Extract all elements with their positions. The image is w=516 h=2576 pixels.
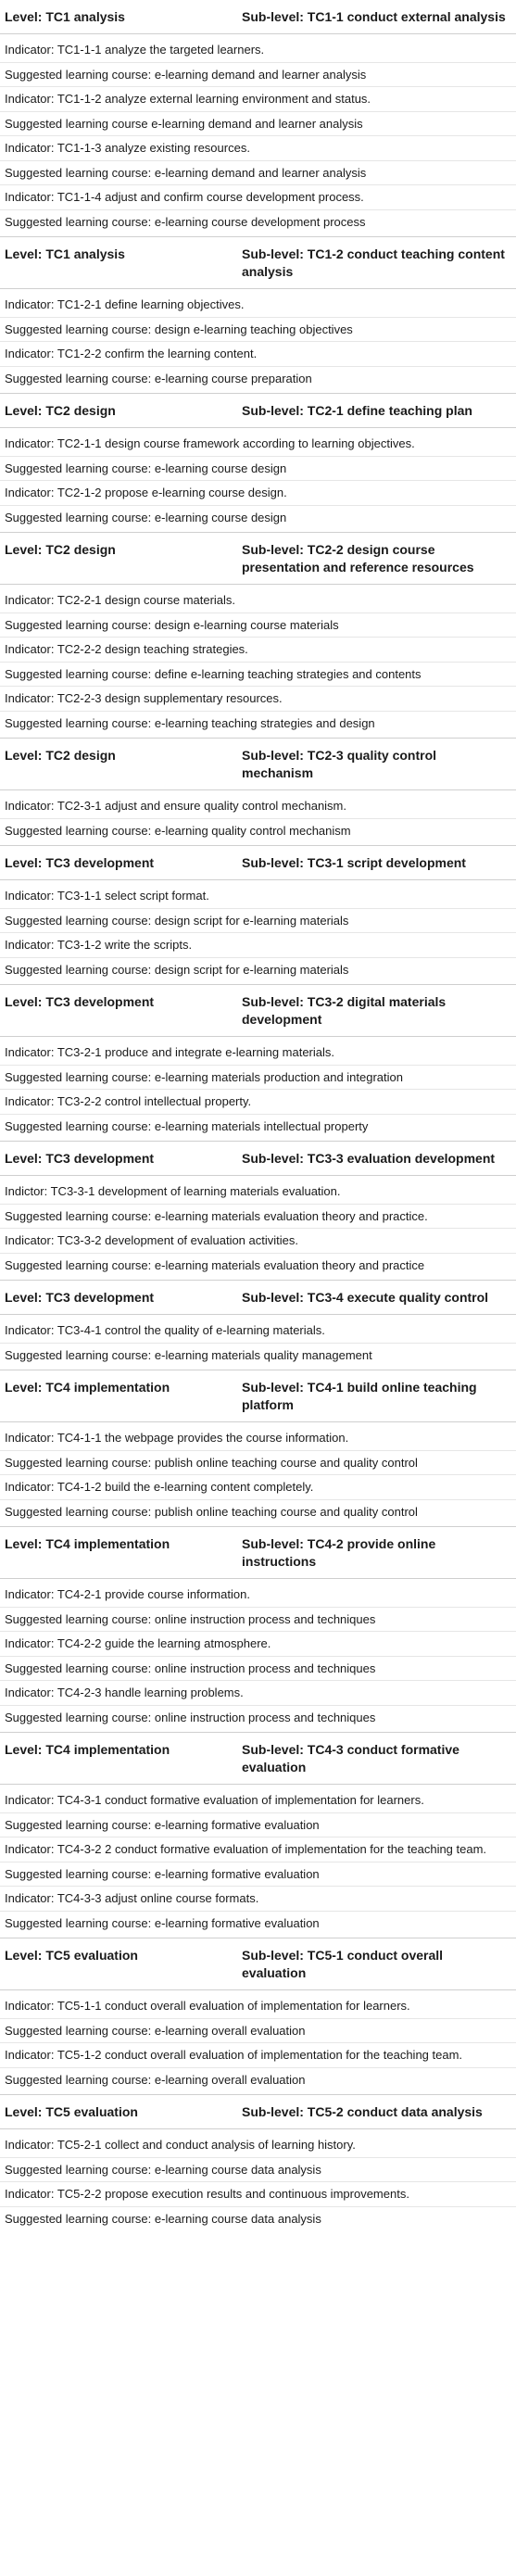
block-header bbox=[0, 237, 516, 289]
block-rows bbox=[0, 1785, 516, 1938]
level-label: Level: TC2 design bbox=[5, 542, 116, 557]
block-rows bbox=[0, 1579, 516, 1732]
level-label: Level: TC2 design bbox=[5, 403, 116, 418]
level-label: Level: TC3 development bbox=[5, 994, 155, 1009]
table-row: Indicator: TC1-1-4 adjust and confirm course development process. bbox=[0, 185, 516, 210]
sublevel-label: Sub-level: TC3-4 execute quality control bbox=[242, 1290, 489, 1305]
block-header bbox=[0, 1281, 516, 1315]
block-header bbox=[0, 1733, 516, 1785]
table-block bbox=[0, 984, 516, 1141]
level-label: Level: TC5 evaluation bbox=[5, 2104, 138, 2119]
sublevel-label: Sub-level: TC1-1 conduct external analysis bbox=[242, 9, 506, 24]
table-row: Indicator: TC4-3-1 conduct formative evaluation of implementation for learners. bbox=[0, 1788, 516, 1813]
block-rows bbox=[0, 1037, 516, 1141]
block-rows bbox=[0, 1422, 516, 1526]
block-rows bbox=[0, 1990, 516, 2094]
level-label: Level: TC1 analysis bbox=[5, 9, 125, 24]
table-block bbox=[0, 1370, 516, 1526]
block-header bbox=[0, 1370, 516, 1422]
block-header bbox=[0, 1938, 516, 1990]
table-row: Indicator: TC4-2-3 handle learning problems. bbox=[0, 1681, 516, 1706]
table-block bbox=[0, 1938, 516, 2094]
sublevel-label: Sub-level: TC3-1 script development bbox=[242, 855, 466, 870]
table-row: Indictor: TC3-3-1 development of learning materials evaluation. bbox=[0, 1180, 516, 1205]
table-row: Indicator: TC2-2-2 design teaching strategies. bbox=[0, 638, 516, 663]
table-row: Suggested learning course: online instruction process and techniques bbox=[5, 1710, 376, 1724]
table-row: Indicator: TC4-2-2 guide the learning atmosphere. bbox=[0, 1632, 516, 1657]
table-row: Suggested learning course: design script for e-learning materials bbox=[0, 909, 516, 934]
table-row: Indicator: TC1-1-2 analyze external learning environment and status. bbox=[0, 87, 516, 112]
table-row: Suggested learning course: online instruction process and techniques bbox=[0, 1657, 516, 1682]
table-row: Suggested learning course: e-learning materials evaluation theory and practice. bbox=[0, 1205, 516, 1230]
sublevel-label: Sub-level: TC3-2 digital materials development bbox=[242, 994, 447, 1027]
table-row: Suggested learning course: e-learning course data analysis bbox=[5, 2211, 321, 2226]
block-rows bbox=[0, 289, 516, 393]
block-header bbox=[0, 1527, 516, 1579]
level-label: Level: TC5 evaluation bbox=[5, 1948, 138, 1963]
block-header bbox=[0, 846, 516, 880]
table-row: Indicator: TC2-2-3 design supplementary resources. bbox=[0, 687, 516, 712]
level-label: Level: TC2 design bbox=[5, 748, 116, 763]
level-label: Level: TC4 implementation bbox=[5, 1742, 170, 1757]
table-row: Indicator: TC2-3-1 adjust and ensure quality control mechanism. bbox=[0, 794, 516, 819]
block-header bbox=[0, 2095, 516, 2129]
table-row: Indicator: TC1-2-2 confirm the learning content. bbox=[0, 342, 516, 367]
table-row: Suggested learning course: e-learning demand and learner analysis bbox=[0, 161, 516, 186]
sublevel-label: Sub-level: TC4-3 conduct formative evaluation bbox=[242, 1742, 459, 1774]
level-label: Level: TC1 analysis bbox=[5, 246, 125, 261]
table-row: Suggested learning course: e-learning course design bbox=[0, 457, 516, 482]
table-row: Suggested learning course: design e-learning course materials bbox=[0, 613, 516, 638]
sublevel-label: Sub-level: TC4-2 provide online instructions bbox=[242, 1536, 436, 1569]
table-row: Indicator: TC3-3-2 development of evaluation activities. bbox=[0, 1229, 516, 1254]
table-row: Suggested learning course: e-learning course development process bbox=[5, 214, 366, 229]
table-block bbox=[0, 738, 516, 845]
level-label: Level: TC4 implementation bbox=[5, 1536, 170, 1551]
table-row: Indicator: TC3-1-1 select script format. bbox=[0, 884, 516, 909]
table-row: Suggested learning course: e-learning materials production and integration bbox=[0, 1066, 516, 1091]
table-row: Suggested learning course: publish online teaching course and quality control bbox=[0, 1451, 516, 1476]
sublevel-label: Sub-level: TC1-2 conduct teaching content analysis bbox=[242, 246, 505, 279]
table-row: Suggested learning course: publish online teaching course and quality control bbox=[5, 1504, 418, 1519]
block-header bbox=[0, 1142, 516, 1176]
sublevel-label: Sub-level: TC3-3 evaluation development bbox=[242, 1151, 496, 1166]
block-header bbox=[0, 985, 516, 1037]
block-rows bbox=[0, 790, 516, 845]
sublevel-label: Sub-level: TC5-2 conduct data analysis bbox=[242, 2104, 483, 2119]
block-header bbox=[0, 394, 516, 428]
sublevel-label: Sub-level: TC5-1 conduct overall evaluation bbox=[242, 1948, 444, 1980]
table-row: Indicator: TC5-2-1 collect and conduct analysis of learning history. bbox=[0, 2133, 516, 2158]
table-row: Suggested learning course e-learning demand and learner analysis bbox=[0, 112, 516, 137]
sublevel-label: Sub-level: TC2-1 define teaching plan bbox=[242, 403, 472, 418]
block-header bbox=[0, 739, 516, 790]
table-block bbox=[0, 1141, 516, 1280]
table-row: Suggested learning course: design e-learning teaching objectives bbox=[0, 318, 516, 343]
table-row: Suggested learning course: e-learning materials evaluation theory and practice bbox=[5, 1257, 425, 1272]
table-block bbox=[0, 393, 516, 532]
table-row: Indicator: TC3-2-1 produce and integrate e-learning materials. bbox=[0, 1041, 516, 1066]
table-row: Suggested learning course: e-learning course preparation bbox=[5, 371, 312, 385]
table-row: Indicator: TC5-1-1 conduct overall evaluation of implementation for learners. bbox=[0, 1994, 516, 2019]
sublevel-label: Sub-level: TC4-1 build online teaching platform bbox=[242, 1380, 477, 1412]
table-row: Indicator: TC4-1-1 the webpage provides the course information. bbox=[0, 1426, 516, 1451]
table-block bbox=[0, 1526, 516, 1732]
table-row: Indicator: TC3-4-1 control the quality of e-learning materials. bbox=[0, 1319, 516, 1344]
level-label: Level: TC3 development bbox=[5, 1151, 155, 1166]
table-block bbox=[0, 1732, 516, 1938]
table-row: Suggested learning course: e-learning formative evaluation bbox=[0, 1813, 516, 1838]
table-row: Indicator: TC5-2-2 propose execution results and continuous improvements. bbox=[0, 2182, 516, 2207]
block-rows bbox=[0, 428, 516, 532]
table-row: Indicator: TC2-1-1 design course framework according to learning objectives. bbox=[0, 432, 516, 457]
table-row: Indicator: TC4-1-2 build the e-learning content completely. bbox=[0, 1475, 516, 1500]
table-block bbox=[0, 1280, 516, 1370]
table-row: Suggested learning course: e-learning formative evaluation bbox=[0, 1863, 516, 1888]
sublevel-label: Sub-level: TC2-3 quality control mechanism bbox=[242, 748, 437, 780]
sublevel-label: Sub-level: TC2-2 design course presentation and reference resources bbox=[242, 542, 474, 575]
table-row: Indicator: TC1-1-1 analyze the targeted learners. bbox=[0, 38, 516, 63]
table-block bbox=[0, 0, 516, 236]
table-row: Indicator: TC3-2-2 control intellectual property. bbox=[0, 1090, 516, 1115]
table-row: Suggested learning course: e-learning course design bbox=[5, 510, 287, 524]
table-row: Suggested learning course: e-learning demand and learner analysis bbox=[0, 63, 516, 88]
table-row: Indicator: TC2-2-1 design course materials. bbox=[0, 588, 516, 613]
table-row: Indicator: TC4-3-3 adjust online course formats. bbox=[0, 1887, 516, 1912]
table-row: Suggested learning course: e-learning course data analysis bbox=[0, 2158, 516, 2183]
table-row: Suggested learning course: e-learning formative evaluation bbox=[5, 1915, 320, 1930]
table-block bbox=[0, 2094, 516, 2233]
block-header bbox=[0, 0, 516, 34]
table-row: Suggested learning course: define e-learning teaching strategies and contents bbox=[0, 663, 516, 688]
table-block bbox=[0, 845, 516, 984]
table-row: Suggested learning course: e-learning materials intellectual property bbox=[5, 1118, 369, 1133]
table-row: Indicator: TC2-1-2 propose e-learning course design. bbox=[0, 481, 516, 506]
block-rows bbox=[0, 2129, 516, 2233]
table-row: Indicator: TC1-1-3 analyze existing resources. bbox=[0, 136, 516, 161]
table-block bbox=[0, 236, 516, 393]
table-row: Suggested learning course: design script for e-learning materials bbox=[5, 962, 349, 977]
block-rows bbox=[0, 880, 516, 984]
table-row: Suggested learning course: online instruction process and techniques bbox=[0, 1608, 516, 1633]
block-rows bbox=[0, 585, 516, 738]
table-row: Suggested learning course: e-learning materials quality management bbox=[5, 1347, 372, 1362]
level-label: Level: TC3 development bbox=[5, 855, 155, 870]
table-block bbox=[0, 532, 516, 738]
table-row: Suggested learning course: e-learning teaching strategies and design bbox=[5, 715, 375, 730]
table-row: Indicator: TC4-2-1 provide course information. bbox=[0, 1583, 516, 1608]
block-rows bbox=[0, 1176, 516, 1280]
block-rows bbox=[0, 34, 516, 236]
level-label: Level: TC3 development bbox=[5, 1290, 155, 1305]
block-rows bbox=[0, 1315, 516, 1370]
table-row: Indicator: TC4-3-2 2 conduct formative evaluation of implementation for the teaching team. bbox=[0, 1837, 516, 1863]
block-header bbox=[0, 533, 516, 585]
table-row: Indicator: TC3-1-2 write the scripts. bbox=[0, 933, 516, 958]
table-row: Suggested learning course: e-learning overall evaluation bbox=[5, 2072, 306, 2087]
table-row: Suggested learning course: e-learning quality control mechanism bbox=[5, 823, 351, 838]
table-row: Suggested learning course: e-learning overall evaluation bbox=[0, 2019, 516, 2044]
level-label: Level: TC4 implementation bbox=[5, 1380, 170, 1395]
table-row: Indicator: TC5-1-2 conduct overall evaluation of implementation for the teaching team. bbox=[0, 2043, 516, 2068]
table-row: Indicator: TC1-2-1 define learning objectives. bbox=[0, 293, 516, 318]
